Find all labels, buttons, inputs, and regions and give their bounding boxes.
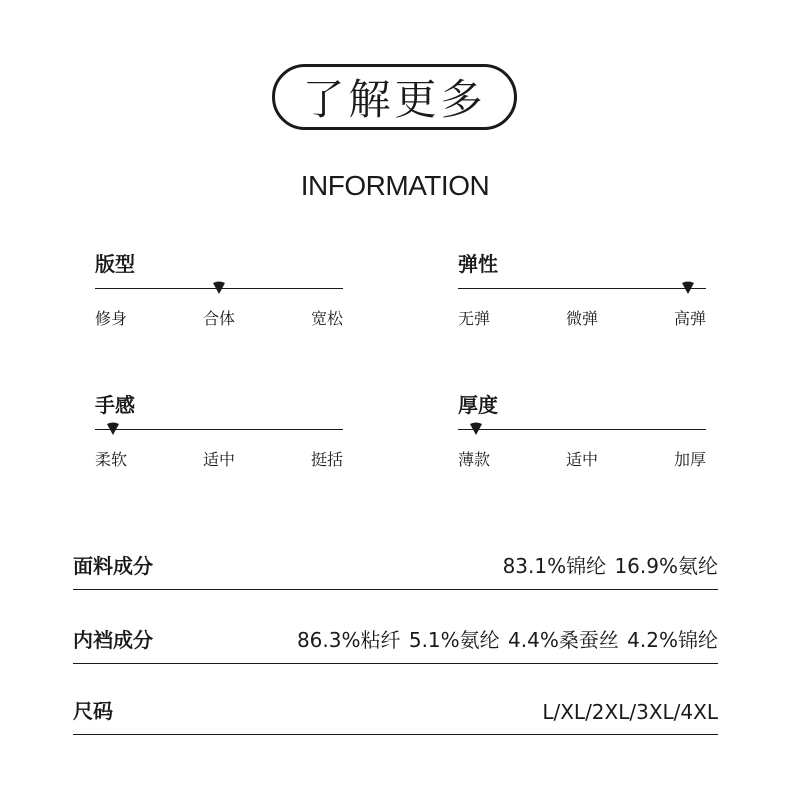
spec-value: L/XL/2XL/3XL/4XL xyxy=(542,700,718,724)
option-low: 修身 xyxy=(95,309,128,328)
spec-row-lining xyxy=(73,615,718,664)
spec-value: 86.3%粘纤 5.1%氨纶 4.4%桑蚕丝 4.2%锦纶 xyxy=(296,628,718,652)
option-mid: 适中 xyxy=(202,450,236,469)
spec-label: 尺码 xyxy=(73,699,113,723)
option-mid: 合体 xyxy=(202,309,236,328)
attribute-title: 手感 xyxy=(95,393,135,417)
spec-row-size xyxy=(73,686,718,735)
spec-label: 面料成分 xyxy=(73,554,153,578)
scale-marker-icon xyxy=(469,422,483,436)
page-subtitle: INFORMATION xyxy=(300,170,490,201)
option-high: 挺括 xyxy=(310,450,343,469)
option-low: 薄款 xyxy=(458,450,491,469)
scale-marker-icon xyxy=(106,422,120,436)
scale-marker-icon xyxy=(212,281,226,295)
option-low: 柔软 xyxy=(95,450,128,469)
page-title: 了解更多 xyxy=(302,75,487,124)
spec-label: 内裆成分 xyxy=(73,628,153,652)
option-low: 无弹 xyxy=(458,309,491,328)
attribute-title: 版型 xyxy=(95,252,135,276)
attribute-title: 弹性 xyxy=(458,252,498,276)
title-pill xyxy=(272,64,517,130)
scale-line xyxy=(458,288,706,289)
attribute-title: 厚度 xyxy=(458,393,498,417)
option-high: 宽松 xyxy=(310,309,343,328)
spec-row-fabric xyxy=(73,541,718,590)
option-mid: 微弹 xyxy=(565,309,599,328)
spec-value: 83.1%锦纶 16.9%氨纶 xyxy=(502,554,718,578)
option-high: 高弹 xyxy=(673,309,706,328)
scale-line xyxy=(458,429,706,430)
option-mid: 适中 xyxy=(565,450,599,469)
scale-marker-icon xyxy=(681,281,695,295)
option-high: 加厚 xyxy=(673,450,706,469)
scale-line xyxy=(95,429,343,430)
